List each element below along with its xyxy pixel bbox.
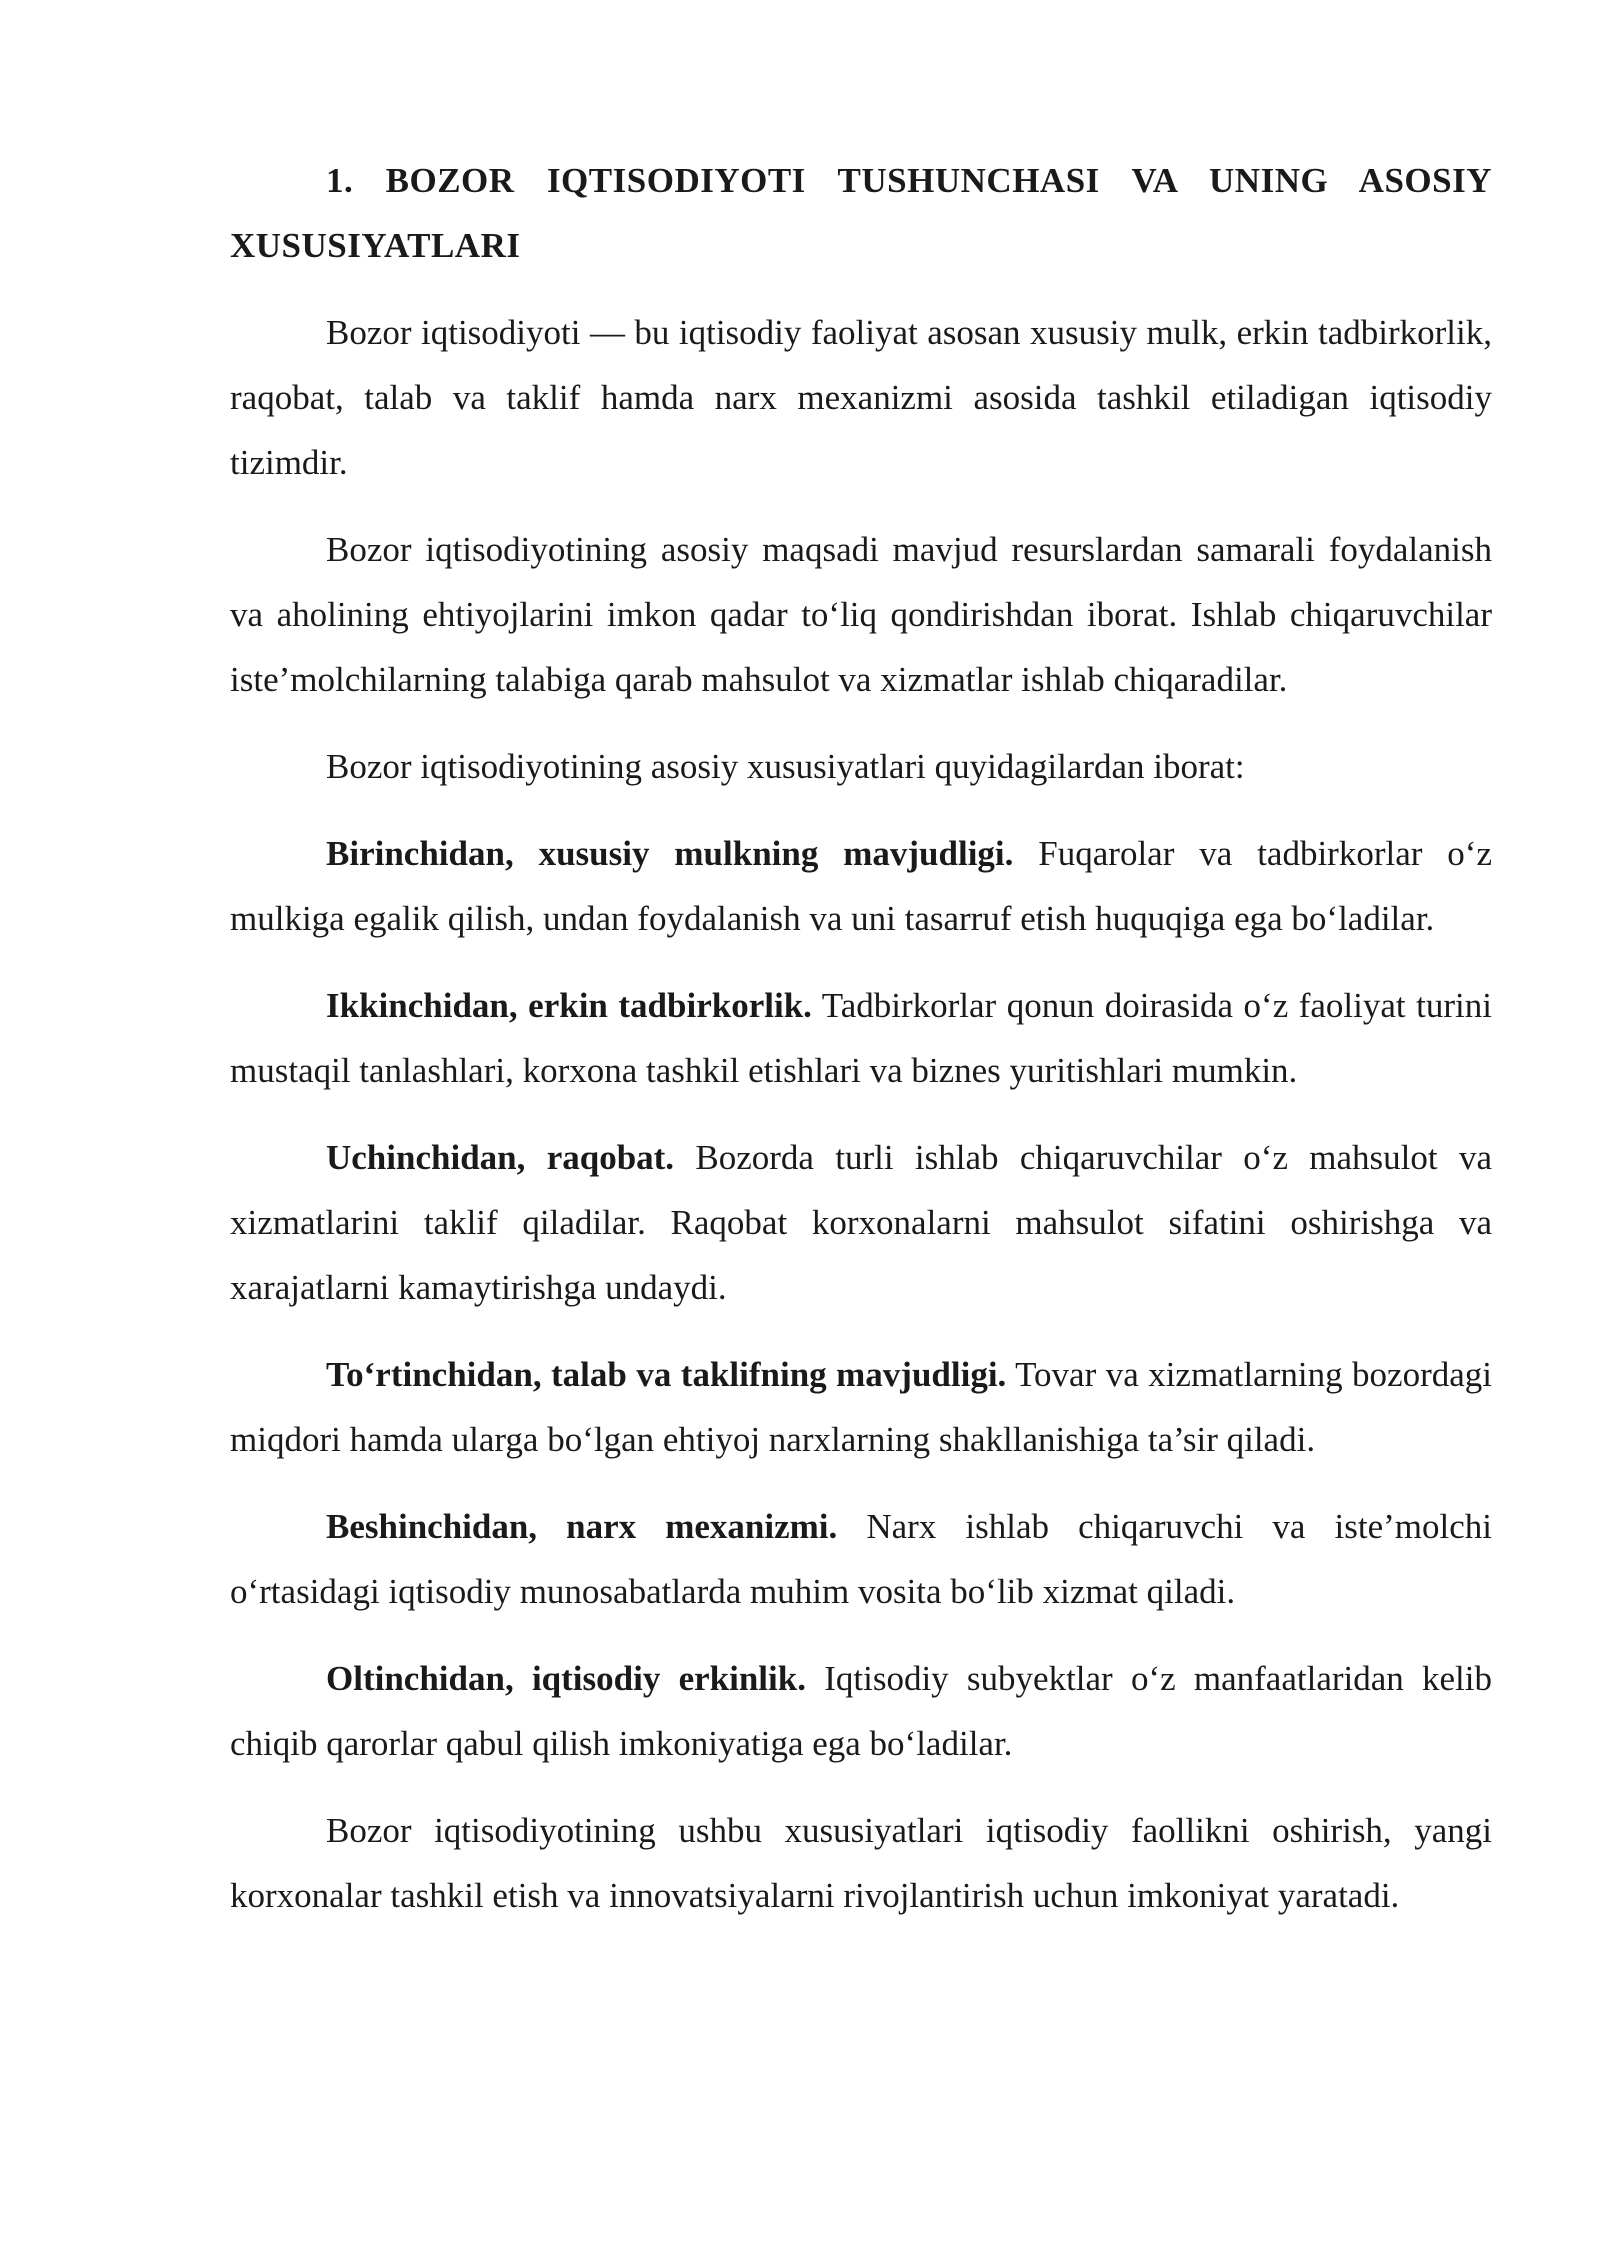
document-page: [230, 148, 1492, 1950]
feature-text: Iqtisodiy subyektlar o‘z manfaatlaridan kelib chiqib qarorlar qabul qilish imkoniyatiga ega bo‘ladilar.: [230, 1659, 1493, 1763]
conclusion-paragraph: Bozor iqtisodiyotining ushbu xususiyatlari iqtisodiy faollikni oshirish, yangi korxonalar tashkil etish va innovatsiyalarni rivojlantirish uchun imkoniyat yaratadi.: [230, 1811, 1492, 1915]
feature-lead: Ikkinchidan, erkin tadbirkorlik.: [326, 986, 812, 1025]
purpose-paragraph: Bozor iqtisodiyotining asosiy maqsadi mavjud resurslardan samarali foydalanish va aholining ehtiyojlarini imkon qadar to‘liq qondirishdan iborat. Ishlab chiqaruvchilar iste’molchilarning talabiga qarab mahsulot va xizmatlar ishlab chiqaradilar.: [230, 530, 1492, 699]
feature-paragraph-6: [230, 1646, 1492, 1776]
feature-lead: Uchinchidan, raqobat.: [326, 1138, 675, 1177]
feature-lead: Beshinchidan, narx mexanizmi.: [326, 1507, 838, 1546]
feature-paragraph-1: [230, 821, 1492, 951]
feature-text: Tovar va xizmatlarning bozordagi miqdori hamda ularga bo‘lgan ehtiyoj narxlarning shakllanishiga ta’sir qiladi.: [230, 1355, 1492, 1459]
feature-lead: Oltinchidan, iqtisodiy erkinlik.: [326, 1659, 806, 1698]
feature-text: Fuqarolar va tadbirkorlar o‘z mulkiga egalik qilish, undan foydalanish va uni tasarruf etish huquqiga ega bo‘ladilar.: [230, 834, 1492, 938]
feature-lead: To‘rtinchidan, talab va taklifning mavjudligi.: [326, 1355, 1007, 1394]
feature-text: Bozorda turli ishlab chiqaruvchilar o‘z mahsulot va xizmatlarini taklif qiladilar. Raqobat korxonalarni mahsulot sifatini oshirishga va xarajatlarni kamaytirishga undaydi.: [230, 1138, 1492, 1307]
section-heading: 1. BOZOR IQTISODIYOTI TUSHUNCHASI VA UNING ASOSIY XUSUSIYATLARI: [230, 161, 1492, 265]
features-intro-paragraph: Bozor iqtisodiyotining asosiy xususiyatlari quyidagilardan iborat:: [326, 747, 1245, 786]
feature-lead: Birinchidan, xususiy mulkning mavjudligi.: [326, 834, 1014, 873]
feature-paragraph-4: [230, 1342, 1492, 1472]
definition-paragraph: Bozor iqtisodiyoti — bu iqtisodiy faoliyat asosan xususiy mulk, erkin tadbirkorlik, raqobat, talab va taklif hamda narx mexanizmi asosida tashkil etiladigan iqtisodiy tizimdir.: [230, 313, 1492, 482]
feature-text: Narx ishlab chiqaruvchi va iste’molchi o‘rtasidagi iqtisodiy munosabatlarda muhim vosita bo‘lib xizmat qiladi.: [230, 1507, 1492, 1611]
feature-paragraph-2: [230, 973, 1492, 1103]
feature-paragraph-3: [230, 1125, 1492, 1320]
feature-text: Tadbirkorlar qonun doirasida o‘z faoliyat turini mustaqil tanlashlari, korxona tashkil etishlari va biznes yuritishlari mumkin.: [230, 986, 1492, 1090]
feature-paragraph-5: [230, 1494, 1492, 1624]
